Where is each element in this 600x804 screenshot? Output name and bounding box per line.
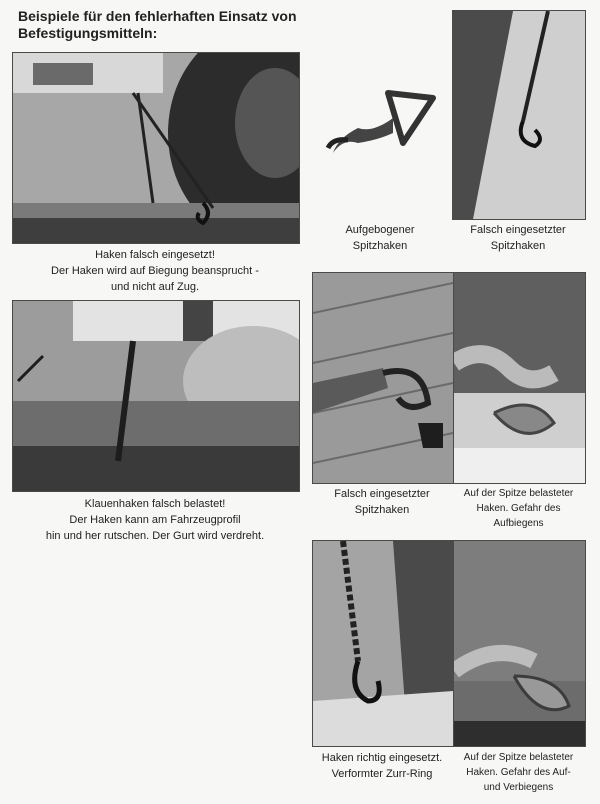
- photo-hook-tip-deformation: [453, 540, 586, 747]
- caption-example-1: Haken falsch eingesetzt! Der Haken wird auf Biegung beansprucht - und nicht auf Zug.: [51, 249, 259, 293]
- caption-example-5: Falsch eingesetzter Spitzhaken: [334, 488, 430, 516]
- photo-hook-wood-floor: [312, 272, 454, 484]
- photo-bent-pointed-hook: [318, 78, 448, 168]
- photo-claw-hook-trailer: [12, 300, 300, 492]
- caption-example-8: Auf der Spitze belasteter Haken. Gefahr des Auf- und Verbiegens: [463, 752, 574, 793]
- title-line-1: Beispiele für den fehlerhaften Einsatz von: [18, 8, 297, 24]
- photo-chain-hook-correct: [312, 540, 454, 747]
- caption-example-4: Falsch eingesetzter Spitzhaken: [470, 224, 566, 252]
- caption-example-2: Klauenhaken falsch belastet! Der Haken kann am Fahrzeugprofil hin und her rutschen. Der Gurt wird verdreht.: [45, 498, 265, 542]
- caption-example-3: Aufgebogener Spitzhaken: [345, 224, 415, 252]
- page-title: [18, 8, 318, 42]
- caption-example-7: Haken richtig eingesetzt. Verformter Zurr-Ring: [321, 752, 443, 780]
- photo-tire-strap-hook: [12, 52, 300, 244]
- caption-example-6: Auf der Spitze belasteter Haken. Gefahr des Aufbiegens: [463, 488, 574, 529]
- photo-hook-loaded-on-tip: [453, 272, 586, 484]
- photo-pointed-hook-rail: [452, 10, 586, 220]
- title-line-2: Befestigungsmitteln:: [18, 25, 158, 41]
